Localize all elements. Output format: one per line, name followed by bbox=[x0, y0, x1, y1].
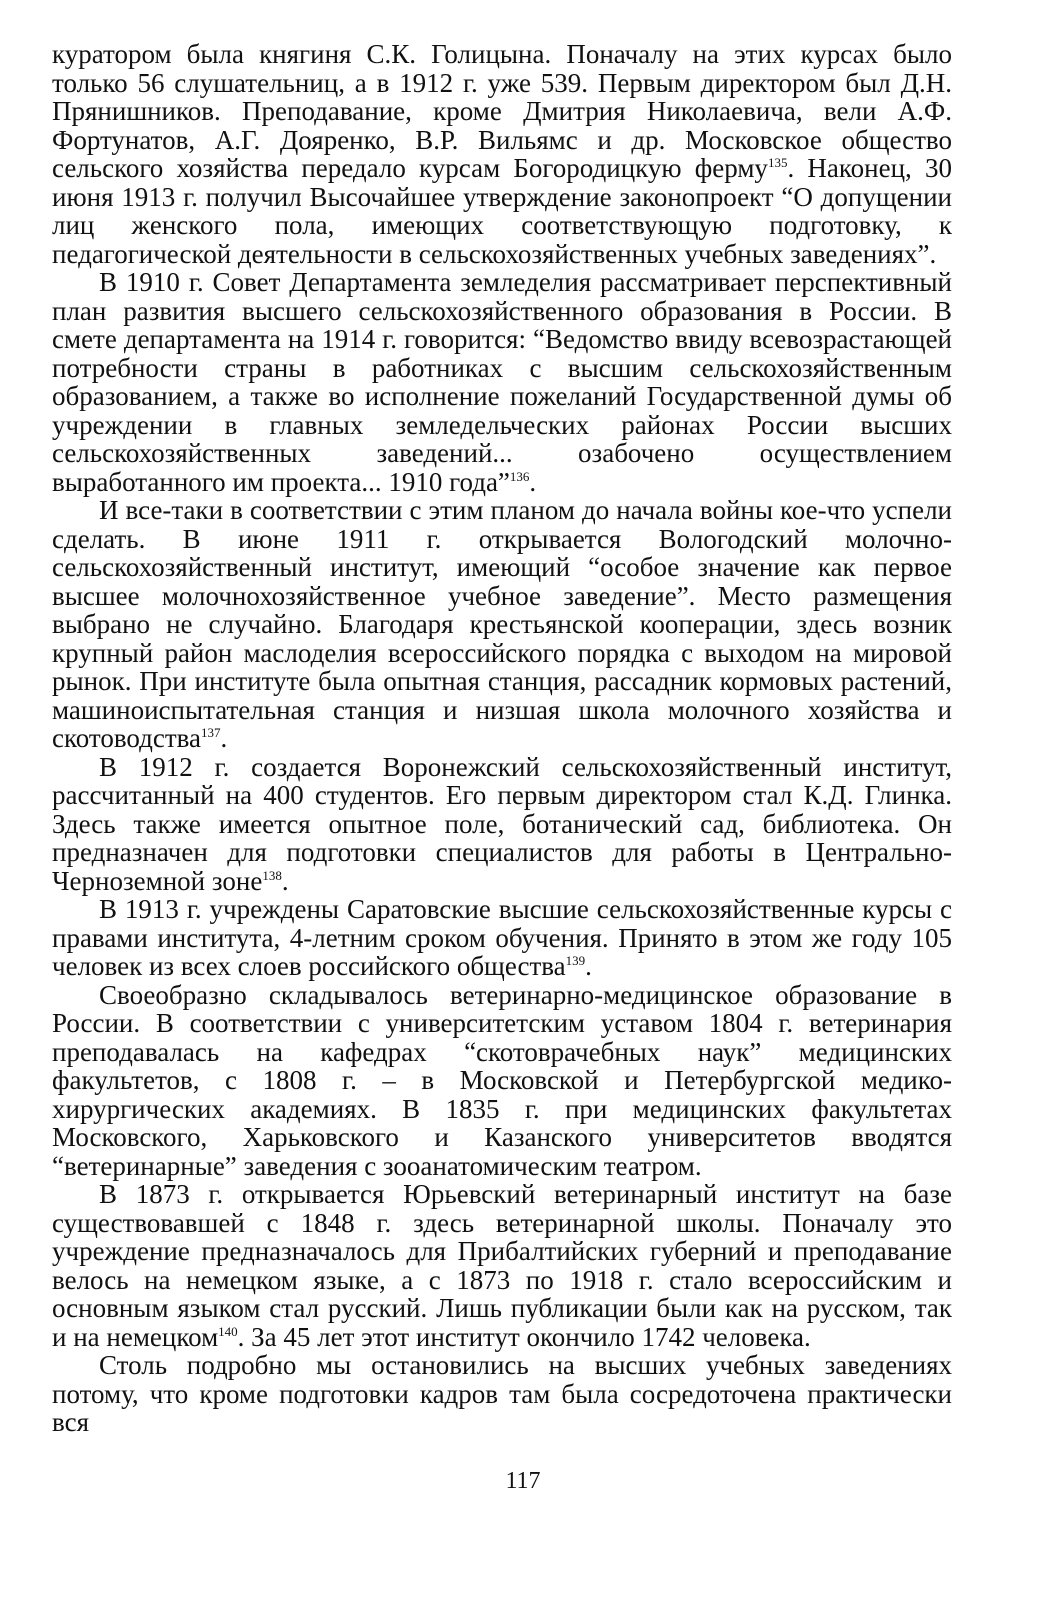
footnote-marker: 137 bbox=[201, 725, 221, 740]
paragraph bbox=[52, 268, 952, 496]
paragraph bbox=[52, 1180, 952, 1351]
paragraph-text: В 1912 г. создается Воронежский сельскохозяйственный институт, рассчитанный на 400 студентов. Его первым директором стал К.Д. Глинка. Здесь также имеется опытное поле, ботанический сад, библиотека. Он предназначен для подготовки специалистов для работы в Центрально-Черноземной зоне bbox=[52, 751, 952, 896]
paragraph-text: . bbox=[220, 723, 228, 753]
paragraph-text: Столь подробно мы остановились на высших учебных заведениях потому, что кроме подготовки кадров там была сосредоточена практически вся bbox=[52, 1350, 952, 1437]
paragraph-text: куратором была княгиня С.К. Голицына. Поначалу на этих курсах было только 56 слушательниц, а в 1912 г. уже 539. Первым директором был Д.Н. Прянишников. Преподавание, кроме Дмитрия Николаевича, вели А.Ф. Фортунатов, А.Г. Дояренко, В.Р. Вильямс и др. Московское общество сельского хозяйства передало курсам Богородицкую ферму bbox=[52, 39, 952, 183]
footnote-marker: 140 bbox=[218, 1323, 238, 1339]
footnote-marker: 139 bbox=[565, 953, 586, 968]
paragraph bbox=[52, 40, 952, 268]
paragraph-text: . bbox=[529, 466, 537, 497]
paragraph-text: Своеобразно складывалось ветеринарно-медицинское образование в России. В соответствии с университетским уставом 1804 г. ветеринария преподавалась на кафедрах “скотоврачебных наук” медицинских факультетов, с 1808 г. – в Московской и Петербургской медико-хирургических академиях. В 1835 г. при медицинских факультетах Московского, Харьковского и Казанского университетов вводятся “ветеринарные” заведения с зооанатомическим театром. bbox=[52, 979, 952, 1181]
paragraph-text: В 1913 г. учреждены Саратовские высшие сельскохозяйственные курсы с правами института, 4-летним сроком обучения. Принято в этом же году 105 человек из всех слоев российского общества bbox=[52, 894, 952, 981]
paragraph-text: . За 45 лет этот институт окончило 1742 человека. bbox=[237, 1321, 811, 1352]
footnote-marker: 138 bbox=[262, 867, 282, 883]
footnote-marker: 136 bbox=[509, 468, 530, 484]
paragraph bbox=[52, 753, 952, 896]
paragraph bbox=[52, 496, 952, 753]
paragraph bbox=[52, 1351, 952, 1437]
paragraph bbox=[52, 895, 952, 981]
paragraph-text: . bbox=[281, 865, 289, 896]
paragraph-text: В 1910 г. Совет Департамента земледелия рассматривает перспективный план развития высшего сельскохозяйственного образования в России. В смете департамента на 1914 г. говорится: “Ведомство ввиду всевозрастающей потребности страны в работниках с высшим сельскохозяйственным образованием, а также во исполнение пожеланий Государственной думы об учреждении в главных земледельческих районах России высших сельскохозяйственных заведений... озабочено осуществлением выработанного им проекта... 1910 года” bbox=[52, 267, 952, 497]
paragraph-text: В 1873 г. открывается Юрьевский ветеринарный институт на базе существовавшей с 1848 г. здесь ветеринарной школы. Поначалу это учреждение предназначалось для Прибалтийских губерний и преподавание велось на немецком языке, а с 1873 по 1918 г. стало всероссийским и основным языком стал русский. Лишь публикации были как на русском, так и на немецком bbox=[52, 1179, 952, 1352]
footnote-marker: 135 bbox=[767, 155, 788, 170]
paragraph-text: И все-таки в соответствии с этим планом до начала войны кое-что успели сделать. В июне 1911 г. открывается Вологодский молочно-сельскохозяйственный институт, имеющий “особое значение как первое высшее молочнохозяйственное учебное заведение”. Место размещения выбрано не случайно. Благодаря крестьянской кооперации, здесь возник крупный район маслоделия всероссийского порядка с выходом на мировой рынок. При институте была опытная станция, рассадник кормовых растений, машиноиспытательная станция и низшая школа молочного хозяйства и скотоводства bbox=[52, 495, 952, 753]
paragraph bbox=[52, 981, 952, 1181]
paragraph-text: . bbox=[585, 951, 592, 981]
page-number: 117 bbox=[505, 1468, 541, 1494]
page-body bbox=[52, 40, 952, 1437]
paragraph-text: . Наконец, 30 июня 1913 г. получил Высочайшее утверждение законопроект “О допущении лиц женского пола, имеющих соответствующую подготовку, к педагогической деятельности в сельскохозяйственных учебных заведениях”. bbox=[52, 153, 952, 269]
